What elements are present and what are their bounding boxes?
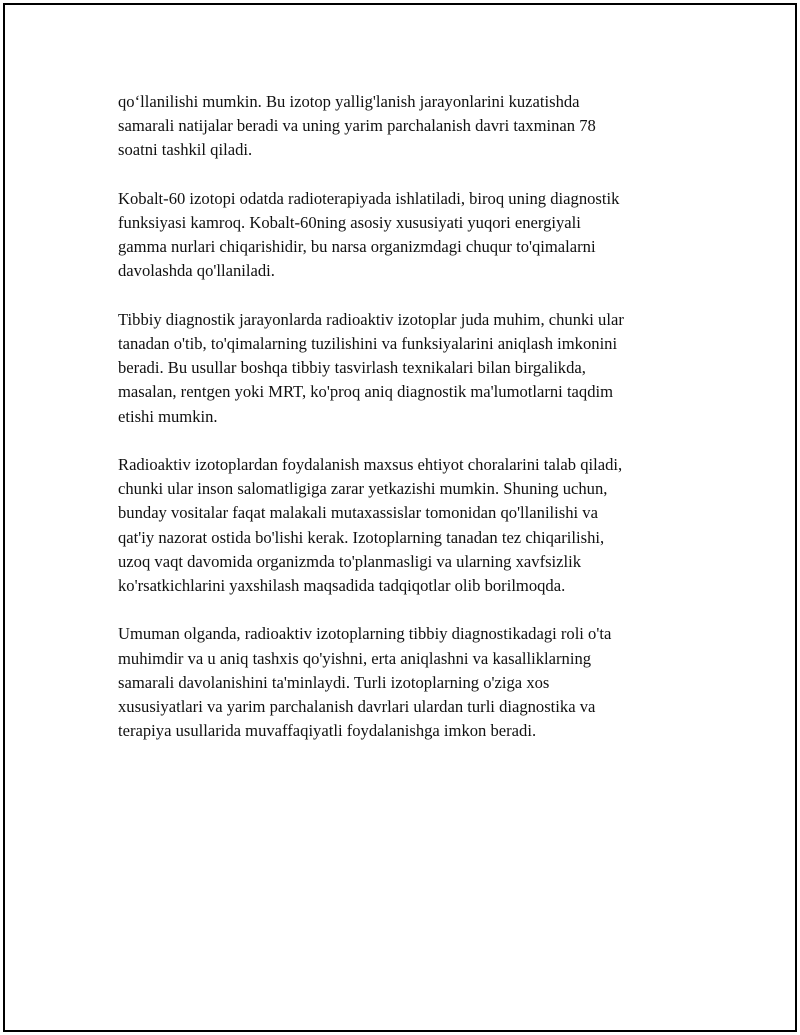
paragraph-3: Tibbiy diagnostik jarayonlarda radioaktiv izotoplar juda muhim, chunki ular tanadan o'tib, to'qimalarning tuzilishini va funksiyalarini aniqlash imkonini beradi. Bu usullar boshqa tibbiy tasvirlash texnikalari bilan birgalikda, masalan, rentgen yoki MRT, ko'proq aniq diagnostik ma'lumotlarni taqdim etishi mumkin. (118, 309, 624, 426)
paragraph-1: qo‘llanilishi mumkin. Bu izotop yallig'lanish jarayonlarini kuzatishda samarali natijalar beradi va uning yarim parchalanish davri taxminan 78 soatni tashkil qiladi. (118, 92, 596, 160)
paragraph-2: Kobalt-60 izotopi odatda radioterapiyada ishlatiladi, biroq uning diagnostik funksiyasi kamroq. Kobalt-60ning asosiy xususiyati yuqori energiyali gamma nurlari chiqarishidir, bu narsa organizmdagi chuqur to'qimalarni davolashda qo'llaniladi. (118, 188, 620, 281)
paragraph-5: Umuman olganda, radioaktiv izotoplarning tibbiy diagnostikadagi roli o'ta muhimdir va u aniq tashxis qo'yishni, erta aniqlashni va kasalliklarning samarali davolanishini ta'minlaydi. Turli izotoplarning o'ziga xos xususiyatlari va yarim parchalanish davrlari ulardan turli diagnostika va terapiya usullarida muvaffaqiyatli foydalanishga imkon beradi. (118, 624, 612, 741)
document-body (118, 90, 698, 768)
paragraph-4: Radioaktiv izotoplardan foydalanish maxsus ehtiyot choralarini talab qiladi, chunki ular inson salomatligiga zarar yetkazishi mumkin. Shuning uchun, bunday vositalar faqat malakali mutaxassislar tomonidan qo'llanilishi va qat'iy nazorat ostida bo'lishi kerak. Izotoplarning tanadan tez chiqarilishi, uzoq vaqt davomida organizmda to'planmasligi va ularning xavfsizlik ko'rsatkichlarini yaxshilash maqsadida tadqiqotlar olib borilmoqda. (118, 455, 623, 596)
